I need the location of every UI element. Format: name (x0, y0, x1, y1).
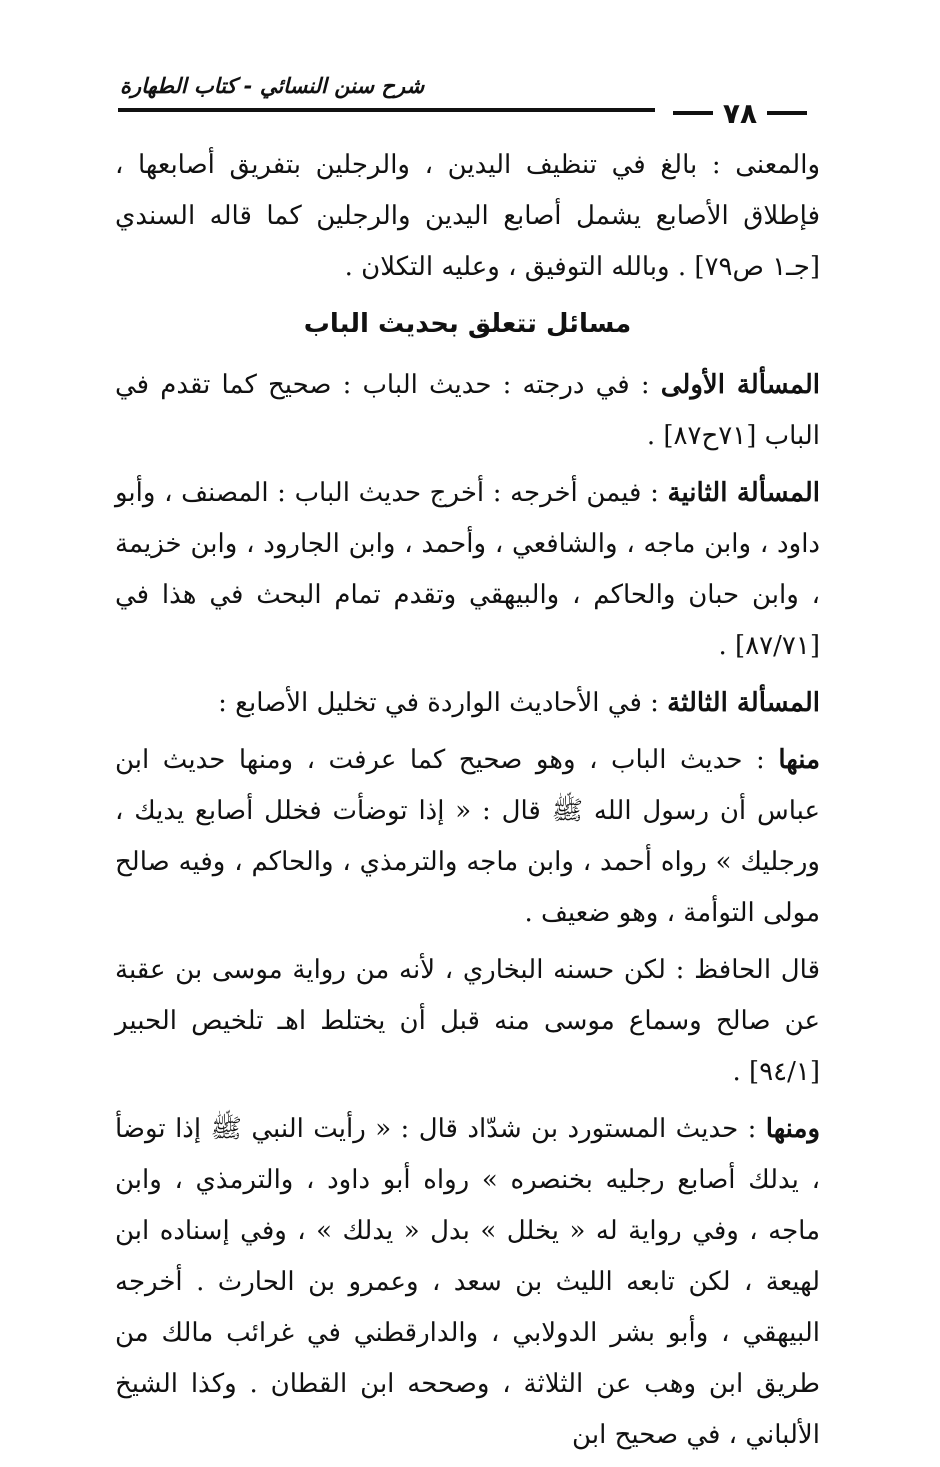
section-heading: مسائل تتعلق بحديث الباب (303, 309, 632, 339)
minha-2-text: : حديث المستورد بن شدّاد قال : « رأيت النبي ﷺ إذا توضأ ، يدلك أصابع رجليه بخنصره » رواه أبو داود ، والترمذي ، وابن ماجه ، وفي رواية له « يخلل » بدل « يدلك » ، وفي إسناده ابن لهيعة ، لكن تابعه الليث بن سعد ، وعمرو بن الحارث . أخرجه البيهقي ، وأبو بشر الدولابي ، والدارقطني في غرائب مالك من طريق ابن وهب عن الثلاثة ، وصححه ابن القطان . وكذا الشيخ الألباني ، في صحيح ابن (115, 1114, 820, 1450)
paragraph-masala-3 (115, 678, 820, 729)
paragraph-hafiz: قال الحافظ : لكن حسنه البخاري ، لأنه من رواية موسى بن عقبة عن صالح وسماع موسى منه قبل أن يختلط اهـ تلخيص الحبير [٩٤/١] . (115, 955, 820, 1087)
paragraph-intro: والمعنى : بالغ في تنظيف اليدين ، والرجلين بتفريق أصابعها ، فإطلاق الأصابع يشمل أصابع اليدين والرجلين كما قاله السندي [جـ١ ص٧٩] . وبالله التوفيق ، وعليه التكلان . (115, 150, 820, 282)
paragraph-minha-1 (115, 735, 820, 939)
minha-2-label: ومنها (765, 1114, 820, 1144)
masala-1-label: المسألة الأولى (660, 370, 821, 400)
masala-3-label: المسألة الثالثة (667, 688, 820, 718)
paragraph-minha-2 (115, 1104, 820, 1461)
page-content (115, 140, 820, 1467)
masala-3-text: : في الأحاديث الواردة في تخليل الأصابع : (218, 688, 668, 718)
page-number-box (655, 95, 825, 131)
minha-1-text: : حديث الباب ، وهو صحيح كما عرفت ، ومنها حديث ابن عباس أن رسول الله ﷺ قال : « إذا توضأت فخلل أصابع يديك ، ورجليك » رواه أحمد ، وابن ماجه والترمذي ، والحاكم ، وفيه صالح مولى التوأمة ، وهو ضعيف . (115, 745, 820, 928)
paragraph-masala-1 (115, 360, 820, 462)
page-number-dash-right (767, 111, 807, 115)
minha-1-label: منها (778, 745, 820, 775)
page-number: ٧٨ (722, 96, 758, 130)
running-title: شرح سنن النسائي - كتاب الطهارة (120, 74, 425, 98)
masala-2-text: : فيمن أخرجه : أخرج حديث الباب : المصنف ، وأبو داود ، وابن ماجه ، والشافعي ، وأحمد ، وابن الجارود ، وابن خزيمة ، وابن حبان والحاكم ، والبيهقي وتقدم تمام البحث في هذا في [٨٧/٧١] . (115, 478, 820, 661)
page-number-dash-left (673, 111, 713, 115)
masala-2-label: المسألة الثانية (667, 478, 820, 508)
paragraph-masala-2 (115, 468, 820, 672)
masala-1-text: : في درجته : حديث الباب : صحيح كما تقدم في الباب [٧١ح٨٧] . (115, 370, 820, 451)
